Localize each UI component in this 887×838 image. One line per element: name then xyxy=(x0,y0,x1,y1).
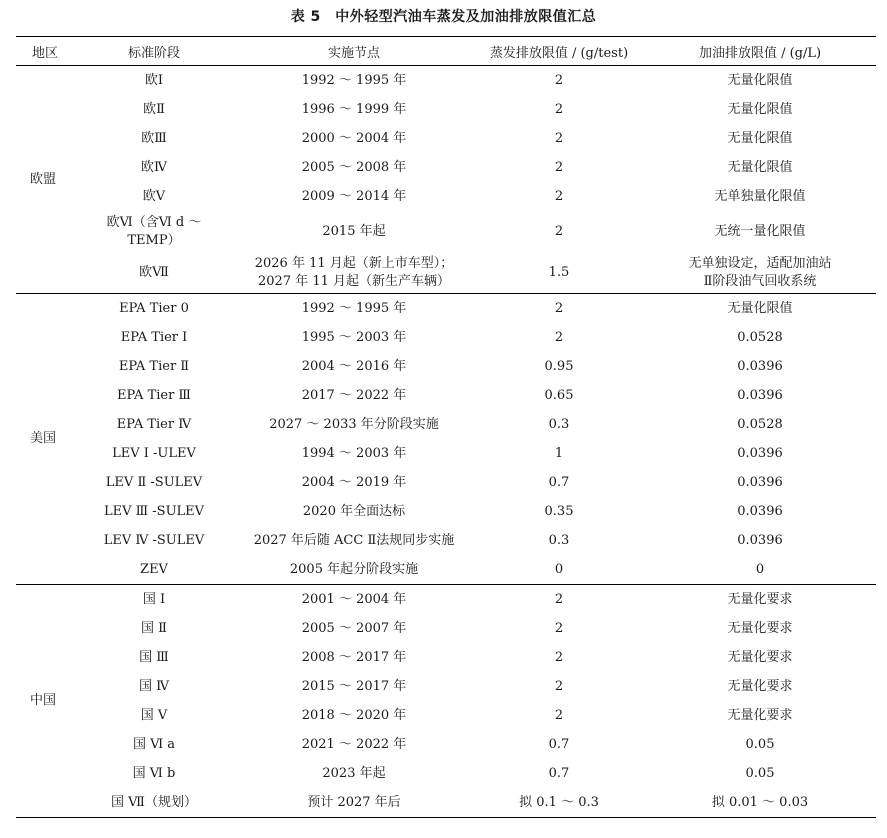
table-row xyxy=(16,153,876,182)
cell-refuel-limit: 无量化限值 xyxy=(727,300,793,316)
table-row xyxy=(16,555,876,585)
cell-evap-limit: 2 xyxy=(554,707,564,723)
table-row xyxy=(16,352,876,381)
cell-evap-limit: 2 xyxy=(554,223,564,239)
cell-refuel-limit: 无量化要求 xyxy=(727,591,793,607)
cell-stage: 欧Ⅵ（含Ⅵ d ～ TEMP） xyxy=(106,214,202,248)
cell-stage: 国 Ⅳ xyxy=(138,678,170,694)
cell-region: 中国 xyxy=(16,585,74,818)
header-region: 地区 xyxy=(16,37,74,66)
table-row xyxy=(16,614,876,643)
cell-date: 2005 ～ 2007 年 xyxy=(301,620,407,636)
table-row xyxy=(16,701,876,730)
cell-date: 2000 ～ 2004 年 xyxy=(301,130,407,146)
table-row xyxy=(16,585,876,615)
cell-date: 2018 ～ 2020 年 xyxy=(301,707,407,723)
cell-refuel-limit: 0.0528 xyxy=(737,416,783,432)
cell-stage: EPA Tier Ⅰ xyxy=(120,329,188,345)
cell-date: 1995 ～ 2003 年 xyxy=(301,329,407,345)
cell-evap-limit: 2 xyxy=(554,130,564,146)
cell-date: 2023 年起 xyxy=(322,765,386,781)
table-row xyxy=(16,672,876,701)
cell-date: 2020 年全面达标 xyxy=(302,503,406,519)
cell-refuel-limit: 无量化要求 xyxy=(727,649,793,665)
table-row xyxy=(16,468,876,497)
table-header-row xyxy=(16,37,876,66)
cell-refuel-limit: 0.0396 xyxy=(737,474,783,490)
cell-evap-limit: 2 xyxy=(554,620,564,636)
cell-evap-limit: 2 xyxy=(554,329,564,345)
cell-evap-limit: 0.7 xyxy=(548,736,570,752)
header-refuel-limit: 加油排放限值 / (g/L) xyxy=(644,37,876,66)
table-row xyxy=(16,95,876,124)
cell-refuel-limit: 0.0396 xyxy=(737,358,783,374)
table-row xyxy=(16,294,876,324)
cell-evap-limit: 2 xyxy=(554,101,564,117)
cell-refuel-limit: 无单独量化限值 xyxy=(714,188,806,204)
cell-evap-limit: 2 xyxy=(554,159,564,175)
cell-refuel-limit: 0.0396 xyxy=(737,503,783,519)
emission-limits-table xyxy=(16,36,876,818)
cell-stage: 国 Ⅶ（规划） xyxy=(74,788,234,818)
cell-stage: 欧Ⅲ xyxy=(141,130,167,146)
cell-refuel-limit: 无量化要求 xyxy=(727,678,793,694)
cell-date: 2017 ～ 2022 年 xyxy=(301,387,407,403)
cell-evap-limit: 拟 0.1 ～ 0.3 xyxy=(474,788,644,818)
cell-refuel-limit: 0 xyxy=(644,555,876,585)
cell-evap-limit: 0.35 xyxy=(544,503,574,519)
cell-date: 2021 ～ 2022 年 xyxy=(301,736,407,752)
table-row xyxy=(16,66,876,96)
cell-refuel-limit: 0.0396 xyxy=(737,532,783,548)
cell-refuel-limit: 无量化限值 xyxy=(727,130,793,146)
table-caption: 表 5 中外轻型汽油车蒸发及加油排放限值汇总 xyxy=(290,9,597,25)
table-row xyxy=(16,381,876,410)
cell-refuel-limit: 无量化要求 xyxy=(727,707,793,723)
cell-date: 1992 ～ 1995 年 xyxy=(301,72,407,88)
cell-date: 1996 ～ 1999 年 xyxy=(301,101,407,117)
cell-stage: EPA Tier 0 xyxy=(119,300,189,316)
table-row xyxy=(16,643,876,672)
cell-refuel-limit: 0.0396 xyxy=(737,445,783,461)
cell-refuel-limit: 无量化要求 xyxy=(727,620,793,636)
cell-stage: EPA Tier Ⅳ xyxy=(116,416,192,432)
cell-refuel-limit: 无量化限值 xyxy=(727,101,793,117)
cell-evap-limit: 2 xyxy=(554,591,564,607)
cell-evap-limit: 0.95 xyxy=(544,358,574,374)
cell-date: 2008 ～ 2017 年 xyxy=(301,649,407,665)
cell-date: 1992 ～ 1995 年 xyxy=(301,300,407,316)
cell-evap-limit: 0.3 xyxy=(548,416,570,432)
cell-stage: 欧Ⅱ xyxy=(143,101,165,117)
table-body xyxy=(16,66,876,818)
header-evap-limit: 蒸发排放限值 / (g/test) xyxy=(474,37,644,66)
cell-stage: 欧Ⅶ xyxy=(74,252,234,294)
cell-evap-limit: 1.5 xyxy=(474,252,644,294)
cell-evap-limit: 0.3 xyxy=(548,532,570,548)
cell-date: 2009 ～ 2014 年 xyxy=(301,188,407,204)
cell-date: 2005 年起分阶段实施 xyxy=(234,555,474,585)
cell-stage: LEV Ⅰ -ULEV xyxy=(112,445,196,461)
cell-stage: ZEV xyxy=(74,555,234,585)
cell-refuel-limit: 拟 0.01 ～ 0.03 xyxy=(644,788,876,818)
cell-stage: LEV Ⅲ -SULEV xyxy=(103,503,205,519)
table-row xyxy=(16,124,876,153)
cell-refuel-limit: 无单独设定，适配加油站 Ⅱ阶段油气回收系统 xyxy=(644,252,876,294)
cell-date: 2004 ～ 2019 年 xyxy=(301,474,407,490)
cell-stage: 国 Ⅲ xyxy=(139,649,169,665)
cell-stage: 国 Ⅵ b xyxy=(132,765,176,781)
cell-date: 2015 ～ 2017 年 xyxy=(301,678,407,694)
cell-stage: 欧Ⅰ xyxy=(144,72,164,88)
cell-evap-limit: 1 xyxy=(554,445,564,461)
table-row xyxy=(16,323,876,352)
table-row xyxy=(16,182,876,211)
table-row xyxy=(16,759,876,788)
cell-date: 2026 年 11 月起（新上市车型）； 2027 年 11 月起（新生产车辆） xyxy=(234,252,474,294)
cell-date: 2004 ～ 2016 年 xyxy=(301,358,407,374)
cell-evap-limit: 0 xyxy=(474,555,644,585)
cell-date: 2027 年后随 ACC Ⅱ法规同步实施 xyxy=(253,532,455,548)
cell-refuel-limit: 无统一量化限值 xyxy=(714,223,806,239)
cell-stage: LEV Ⅳ -SULEV xyxy=(103,532,205,548)
table-row xyxy=(16,526,876,555)
table-row xyxy=(16,730,876,759)
table-row xyxy=(16,788,876,818)
cell-date: 2005 ～ 2008 年 xyxy=(301,159,407,175)
cell-evap-limit: 0.7 xyxy=(548,474,570,490)
cell-evap-limit: 0.7 xyxy=(548,765,570,781)
table-row xyxy=(16,439,876,468)
cell-refuel-limit: 0.0396 xyxy=(737,387,783,403)
header-date: 实施节点 xyxy=(234,37,474,66)
cell-region: 美国 xyxy=(16,294,74,585)
cell-evap-limit: 2 xyxy=(554,649,564,665)
cell-refuel-limit: 无量化限值 xyxy=(727,159,793,175)
table-row xyxy=(16,410,876,439)
cell-refuel-limit: 0.0528 xyxy=(737,329,783,345)
cell-stage: EPA Tier Ⅱ xyxy=(118,358,190,374)
table-row xyxy=(16,252,876,294)
cell-stage: EPA Tier Ⅲ xyxy=(117,387,191,403)
cell-stage: 国 Ⅱ xyxy=(141,620,167,636)
cell-stage: 欧Ⅳ xyxy=(141,159,167,175)
cell-evap-limit: 2 xyxy=(554,72,564,88)
cell-evap-limit: 0.65 xyxy=(544,387,574,403)
table-row xyxy=(16,497,876,526)
cell-stage: 国 Ⅰ xyxy=(142,591,166,607)
cell-region: 欧盟 xyxy=(16,66,74,294)
cell-stage: LEV Ⅱ -SULEV xyxy=(105,474,203,490)
cell-date: 预计 2027 年后 xyxy=(234,788,474,818)
cell-evap-limit: 2 xyxy=(554,188,564,204)
cell-date: 2001 ～ 2004 年 xyxy=(301,591,407,607)
cell-date: 2027 ～ 2033 年分阶段实施 xyxy=(269,416,439,432)
cell-evap-limit: 2 xyxy=(554,300,564,316)
table-row xyxy=(16,211,876,252)
cell-refuel-limit: 0.05 xyxy=(745,736,775,752)
cell-date: 1994 ～ 2003 年 xyxy=(301,445,407,461)
cell-stage: 国 Ⅴ xyxy=(140,707,168,723)
header-stage: 标准阶段 xyxy=(74,37,234,66)
cell-date: 2015 年起 xyxy=(322,223,386,239)
cell-evap-limit: 2 xyxy=(554,678,564,694)
cell-stage: 欧Ⅴ xyxy=(142,188,166,204)
cell-stage: 国 Ⅵ a xyxy=(132,736,176,752)
cell-refuel-limit: 无量化限值 xyxy=(727,72,793,88)
cell-refuel-limit: 0.05 xyxy=(745,765,775,781)
